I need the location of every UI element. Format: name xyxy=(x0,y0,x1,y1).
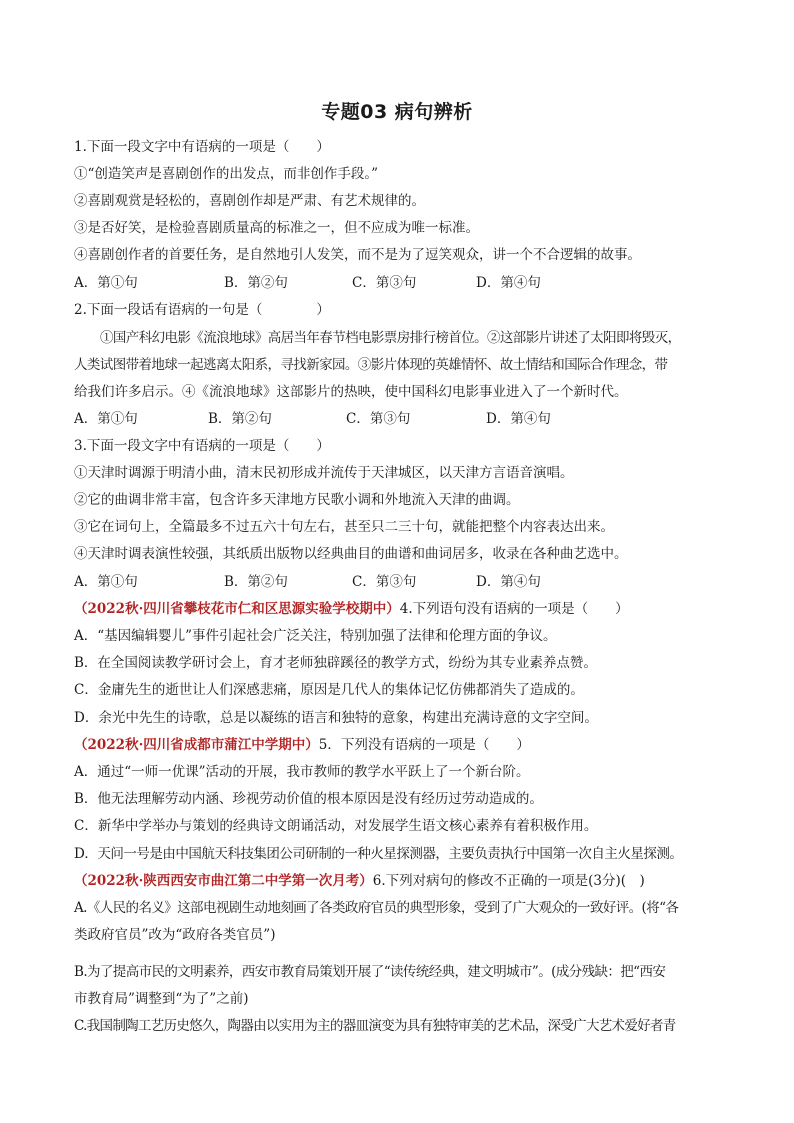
q1-option-d: D．第④句 xyxy=(476,275,541,291)
q1-option-a: A．第①句 xyxy=(74,275,138,291)
q2-line-3: 给我们许多启示。④《流浪地球》这部影片的热映，使中国科幻电影事业进入了一个新时代。 xyxy=(74,384,628,400)
q6-option-b-line-1: B.为了提高市民的文明素养，西安市教育局策划开展了“读传统经典，建文明城市”。(成分残缺：把“西安 xyxy=(74,964,666,980)
q2-stem: 2.下面一段话有语病的一句是（ ） xyxy=(74,302,330,318)
q4-header xyxy=(74,597,629,617)
q3-line-4: ④天津时调表演性较强，其纸质出版物以经典曲目的曲谱和曲词居多，收录在各种曲艺选中。 xyxy=(74,546,628,562)
q1-stem: 1.下面一段文字中有语病的一项是（ ） xyxy=(74,139,330,155)
q1-line-4: ④喜剧创作者的首要任务，是自然地引人发笑，而不是为了逗笑观众，讲一个不合逻辑的故事。 xyxy=(74,247,641,263)
q3-line-2: ②它的曲调非常丰富，包含许多天津地方民歌小调和外地流入天津的曲调。 xyxy=(74,492,520,508)
q2-line-1: ①国产科幻电影《流浪地球》高居当年春节档电影票房排行榜首位。②这部影片讲述了太阳即将毁灭， xyxy=(100,330,681,346)
q6-option-b-line-2: 市教育局”调整到“为了”之前) xyxy=(74,991,249,1007)
q6-stem: 6.下列对病句的修改不正确的一项是(3分)( ) xyxy=(372,873,645,889)
page-title: 专题03 病句辨析 xyxy=(321,101,473,123)
q6-source: （2022秋·陕西西安市曲江第二中学第一次月考） xyxy=(74,873,373,889)
q6-option-a-line-2: 类政府官员”改为“政府各类官员”) xyxy=(74,927,276,943)
q4-option-c: C．金庸先生的逝世让人们深感悲痛，原因是几代人的集体记忆仿佛都消失了造成的。 xyxy=(74,682,584,698)
q1-line-1: ①“创造笑声是喜剧创作的出发点，而非创作手段。” xyxy=(74,166,379,182)
q4-option-a: A．“基因编辑婴儿”事件引起社会广泛关注，特别加强了法律和伦理方面的争议。 xyxy=(74,628,557,644)
q1-option-b: B．第②句 xyxy=(224,275,288,291)
q5-option-d: D．天问一号是由中国航天科技集团公司研制的一种火星探测器，主要负责执行中国第一次自主火星探测。 xyxy=(74,846,683,862)
q1-line-2: ②喜剧观赏是轻松的，喜剧创作却是严肃、有艺术规律的。 xyxy=(74,193,425,209)
q5-stem: 5．下列没有语病的一项是（ ） xyxy=(318,737,530,753)
q6-header xyxy=(74,869,645,889)
q4-source: （2022秋·四川省攀枝花市仁和区思源实验学校期中） xyxy=(74,601,400,617)
q3-option-b: B．第②句 xyxy=(224,574,288,590)
q3-line-3: ③它在词句上，全篇最多不过五六十句左右，甚至只二三十句，就能把整个内容表达出来。 xyxy=(74,519,614,535)
q2-option-a: A．第①句 xyxy=(74,411,138,427)
q5-header xyxy=(74,733,530,753)
q3-option-c: C．第③句 xyxy=(352,574,417,590)
q3-stem: 3.下面一段文字中有语病的一项是（ ） xyxy=(74,438,330,454)
q5-option-c: C．新华中学举办与策划的经典诗文朗诵活动，对发展学生语文核心素养有着积极作用。 xyxy=(74,818,598,834)
q3-line-1: ①天津时调源于明清小曲，清末民初形成并流传于天津城区，以天津方言语音演唱。 xyxy=(74,465,574,481)
q1-line-3: ③是否好笑，是检验喜剧质量高的标准之一，但不应成为唯一标准。 xyxy=(74,220,479,236)
q3-option-a: A．第①句 xyxy=(74,574,138,590)
q6-option-c-line-1: C.我国制陶工艺历史悠久，陶器由以实用为主的器皿演变为具有独特审美的艺术品，深受广大艺术爱好者青 xyxy=(74,1018,676,1034)
q5-option-a: A．通过“一师一优课”活动的开展，我市教师的教学水平跃上了一个新台阶。 xyxy=(74,764,530,780)
q4-option-b: B．在全国阅读教学研讨会上，育才老师独辟蹊径的教学方式，纷纷为其专业素养点赞。 xyxy=(74,655,597,671)
q5-option-b: B．他无法理解劳动内涵、珍视劳动价值的根本原因是没有经历过劳动造成的。 xyxy=(74,791,543,807)
q3-option-d: D．第④句 xyxy=(476,574,541,590)
q1-option-c: C．第③句 xyxy=(352,275,417,291)
q2-line-2: 人类试图带着地球一起逃离太阳系，寻找新家园。③影片体现的英雄情怀、故土情结和国际合作理念，带 xyxy=(74,357,668,373)
q4-option-d: D．余光中先生的诗歌，总是以凝练的语言和独特的意象，构建出充满诗意的文字空间。 xyxy=(74,710,598,726)
q5-source: （2022秋·四川省成都市蒲江中学期中） xyxy=(74,737,319,753)
q2-option-d: D．第④句 xyxy=(486,411,551,427)
q4-stem: 4.下列语句没有语病的一项是（ ） xyxy=(399,601,629,617)
q2-option-b: B．第②句 xyxy=(208,411,272,427)
q2-option-c: C．第③句 xyxy=(346,411,411,427)
q6-option-a-line-1: A.《人民的名义》这部电视剧生动地刻画了各类政府官员的典型形象，受到了广大观众的一致好评。(将“各 xyxy=(74,900,679,916)
